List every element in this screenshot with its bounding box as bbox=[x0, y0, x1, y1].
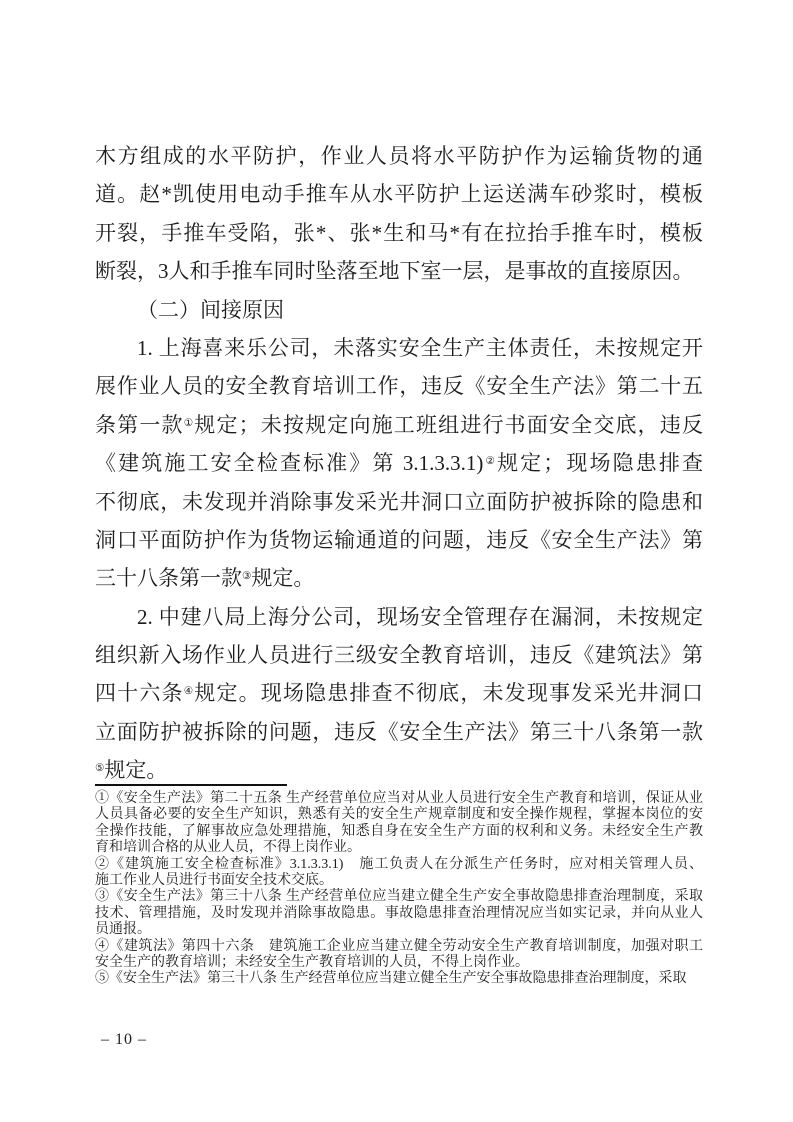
text-line: 洞口平面防护作为货物运输通道的问题，违反《安全生产法》第 bbox=[95, 527, 703, 552]
footnotes bbox=[95, 791, 703, 988]
footnote-ref: ⑤ bbox=[95, 763, 105, 775]
footnote-ref: ④ bbox=[183, 686, 195, 698]
text-line: 员通报。 bbox=[95, 922, 151, 938]
paragraph bbox=[95, 791, 703, 857]
text-line: ⑤规定。 bbox=[95, 758, 168, 783]
paragraph bbox=[95, 889, 703, 938]
text-line: ⑤《安全生产法》第三十八条 生产经营单位应当建立健全生产安全事故隐患排查治理制度，采取 bbox=[95, 971, 687, 987]
text-line: 1. 上海喜来乐公司，未落实安全生产主体责任，未按规定开 bbox=[137, 335, 703, 360]
text-line: 育和培训合格的从业人员，不得上岗作业。 bbox=[95, 840, 361, 856]
text-line: 不彻底，未发现并消除事发采光井洞口立面防护被拆除的隐患和 bbox=[95, 489, 703, 514]
text-line: 全操作技能，了解事故应急处理措施，知悉自身在安全生产方面的权利和义务。未经安全生产教 bbox=[95, 823, 703, 839]
paragraph bbox=[95, 291, 703, 329]
footnote-ref: ③ bbox=[242, 571, 252, 583]
footnote-separator bbox=[95, 784, 287, 786]
text-line: 2. 中建八局上海分公司，现场安全管理存在漏洞，未按规定 bbox=[137, 604, 703, 629]
text-line: 施工作业人员进行书面安全技术交底。 bbox=[95, 873, 333, 889]
paragraph bbox=[95, 598, 703, 790]
footnote-ref: ② bbox=[483, 456, 498, 468]
text-line: 断裂，3人和手推车同时坠落至地下室一层，是事故的直接原因。 bbox=[95, 259, 694, 284]
text-line: 四十六条④规定。现场隐患排查不彻底，未发现事发采光井洞口 bbox=[95, 681, 704, 706]
footnote-ref: ① bbox=[183, 417, 195, 429]
text-line: 开裂，手推车受陷，张*、张*生和马*有在拉抬手推车时，模板 bbox=[95, 220, 703, 245]
page-number: – 10 – bbox=[101, 1031, 147, 1048]
paragraph bbox=[95, 857, 703, 890]
paragraph bbox=[95, 939, 703, 972]
paragraph bbox=[95, 137, 703, 291]
text-line: ①《安全生产法》第二十五条 生产经营单位应当对从业人员进行安全生产教育和培训，保证从业 bbox=[95, 791, 703, 806]
text-line: ②《建筑施工安全检查标准》3.1.3.3.1) 施工负责人在分派生产任务时，应对相关管理人员、 bbox=[95, 856, 703, 872]
paragraph bbox=[95, 329, 703, 598]
text-line: 展作业人员的安全教育培训工作，违反《安全生产法》第二十五 bbox=[95, 374, 703, 399]
text-line: ③《安全生产法》第三十八条 生产经营单位应当建立健全生产安全事故隐患排查治理制度，采取 bbox=[95, 889, 703, 905]
text-line: 人员具备必要的安全生产知识，熟悉有关的安全生产规章制度和安全操作规程，掌握本岗位的安 bbox=[95, 807, 703, 823]
paragraph bbox=[95, 971, 703, 987]
text-line: 《建筑施工安全检查标准》第 3.1.3.3.1)②规定；现场隐患排查 bbox=[95, 451, 704, 476]
body-paragraphs bbox=[95, 137, 703, 790]
text-line: 道。赵*凯使用电动手推车从水平防护上运送满车砂浆时，模板 bbox=[95, 182, 703, 207]
text-line: ④《建筑法》第四十六条 建筑施工企业应当建立健全劳动安全生产教育培训制度，加强对职工 bbox=[95, 938, 703, 954]
text-line: 木方组成的水平防护，作业人员将水平防护作为运输货物的通 bbox=[95, 144, 703, 168]
text-line: 组织新入场作业人员进行三级安全教育培训，违反《建筑法》第 bbox=[95, 643, 703, 668]
text-line: 立面防护被拆除的问题，违反《安全生产法》第三十八条第一款 bbox=[95, 719, 703, 744]
text-line: 技术、管理措施，及时发现并消除事故隐患。事故隐患排查治理情况应当如实记录，并向从业人 bbox=[95, 905, 703, 921]
text-line: 安全生产的教育培训；未经安全生产教育培训的人员，不得上岗作业。 bbox=[95, 955, 529, 971]
text-line: 条第一款①规定；未按规定向施工班组进行书面安全交底，违反 bbox=[95, 412, 704, 437]
text-line: 三十八条第一款③规定。 bbox=[95, 566, 315, 591]
text-line: （二）间接原因 bbox=[137, 297, 284, 322]
